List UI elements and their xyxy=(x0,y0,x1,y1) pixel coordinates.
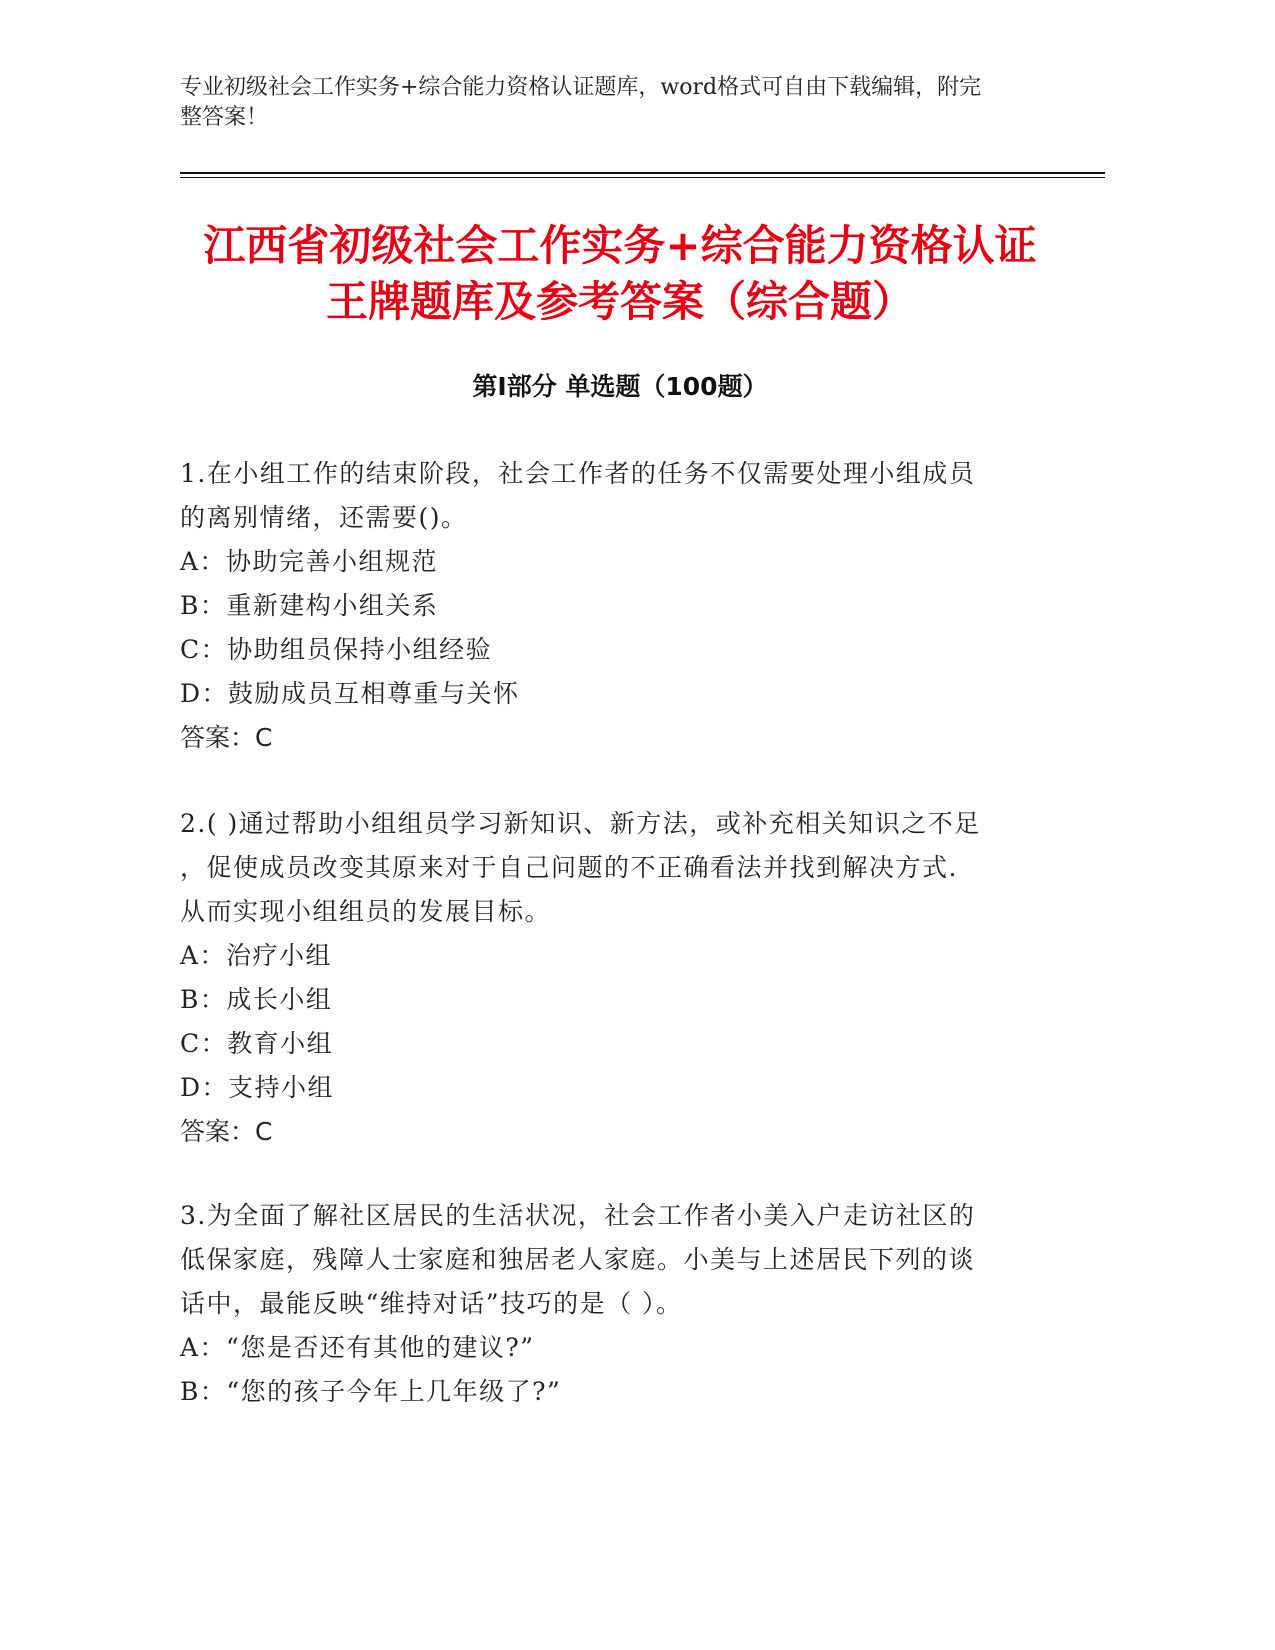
question-1 xyxy=(180,452,1030,760)
option-d: D：支持小组 xyxy=(180,1073,335,1102)
option-d: D：鼓励成员互相尊重与关怀 xyxy=(180,679,520,708)
question-stem: 从而实现小组组员的发展目标。 xyxy=(180,897,552,926)
option-b: B：重新建构小组关系 xyxy=(180,591,439,620)
option-c: C：教育小组 xyxy=(180,1029,334,1058)
option-b: B：“您的孩子今年上几年级了?” xyxy=(180,1377,562,1406)
title-line: 王牌题库及参考答案（综合题） xyxy=(325,277,914,326)
question-stem: 的离别情绪，还需要()。 xyxy=(180,503,468,532)
option-c: C：协助组员保持小组经验 xyxy=(180,635,493,664)
header-line: 专业初级社会工作实务+综合能力资格认证题库，word格式可自由下载编辑，附完 xyxy=(180,75,982,100)
question-stem: 话中，最能反映“维持对话”技巧的是（ ）。 xyxy=(180,1289,683,1318)
option-a: A：治疗小组 xyxy=(180,941,333,970)
question-stem: 1.在小组工作的结束阶段，社会工作者的任务不仅需要处理小组成员 xyxy=(180,459,976,488)
answer: 答案：C xyxy=(180,723,273,752)
question-2 xyxy=(180,802,1030,1154)
option-b: B：成长小组 xyxy=(180,985,333,1014)
header-line: 整答案！ xyxy=(180,105,269,130)
title-line: 江西省初级社会工作实务+综合能力资格认证 xyxy=(203,221,1037,270)
header-divider xyxy=(180,172,1105,174)
question-stem: ，促使成员改变其原来对于自己问题的不正确看法并找到解决方式. xyxy=(180,853,958,882)
option-a: A：“您是否还有其他的建议?” xyxy=(180,1333,535,1362)
document-header xyxy=(180,73,1060,133)
question-stem: 低保家庭，残障人士家庭和独居老人家庭。小美与上述居民下列的谈 xyxy=(180,1245,976,1274)
question-stem: 2.( )通过帮助小组组员学习新知识、新方法，或补充相关知识之不足 xyxy=(180,809,981,838)
section-heading: 第Ⅰ部分 单选题（100题） xyxy=(472,372,768,401)
document-title xyxy=(180,218,1060,330)
answer: 答案：C xyxy=(180,1117,273,1146)
question-3 xyxy=(180,1194,1030,1414)
question-stem: 3.为全面了解社区居民的生活状况，社会工作者小美入户走访社区的 xyxy=(180,1201,976,1230)
header-divider-thin xyxy=(180,177,1105,178)
option-a: A：协助完善小组规范 xyxy=(180,547,439,576)
